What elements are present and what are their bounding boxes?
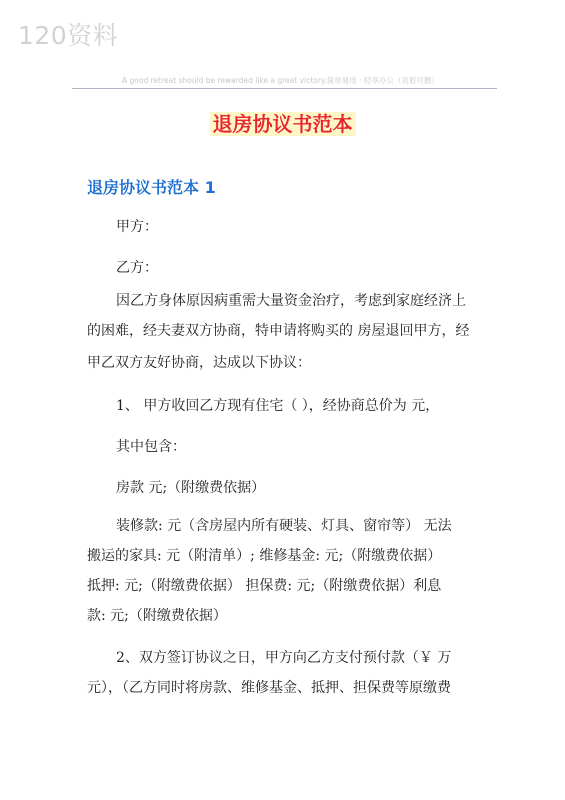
decoration-line-1: 装修款: 元（含房屋内所有硬装、灯具、窗帘等） 无法 [116, 518, 452, 534]
header-divider [72, 88, 497, 89]
decoration-line-4: 款: 元;（附缴费依据） [87, 608, 227, 624]
clause-1: 1、 甲方收回乙方现有住宅（ ），经协商总价为 元， [116, 398, 440, 414]
decoration-line-3: 抵押: 元;（附缴费依据） 担保费: 元;（附缴费依据）利息 [87, 578, 442, 594]
clause-2-line-1: 2、双方签订协议之日，甲方向乙方支付预付款（￥ 万 [116, 650, 452, 666]
party-b-label: 乙方： [116, 260, 158, 276]
house-payment: 房款 元;（附缴费依据） [116, 480, 266, 496]
intro-line-3: 甲乙双方友好协商，达成以下协议： [87, 355, 311, 371]
document-title [0, 108, 565, 137]
intro-line-1: 因乙方身体原因病重需大量资金治疗，考虑到家庭经济上 [116, 293, 466, 309]
header-tagline: A good retreat should be rewarded like a great victory.简单易用 · 轻享办公（页眉可删） [122, 76, 439, 85]
section-title: 退房协议书范本 1 [87, 178, 216, 197]
document-title-text: 退房协议书范本 [210, 112, 356, 136]
decoration-line-2: 搬运的家具: 元（附清单）; 维修基金: 元;（附缴费依据） [87, 548, 442, 564]
party-a-label: 甲方： [116, 219, 158, 235]
watermark-logo: 120资料 [18, 21, 119, 50]
intro-line-2: 的困难，经夫妻双方协商，特申请将购买的 房屋退回甲方，经 [87, 323, 470, 339]
clause-2-line-2: 元），（乙方同时将房款、维修基金、抵押、担保费等原缴费 [87, 680, 451, 696]
includes-label: 其中包含： [116, 439, 186, 455]
